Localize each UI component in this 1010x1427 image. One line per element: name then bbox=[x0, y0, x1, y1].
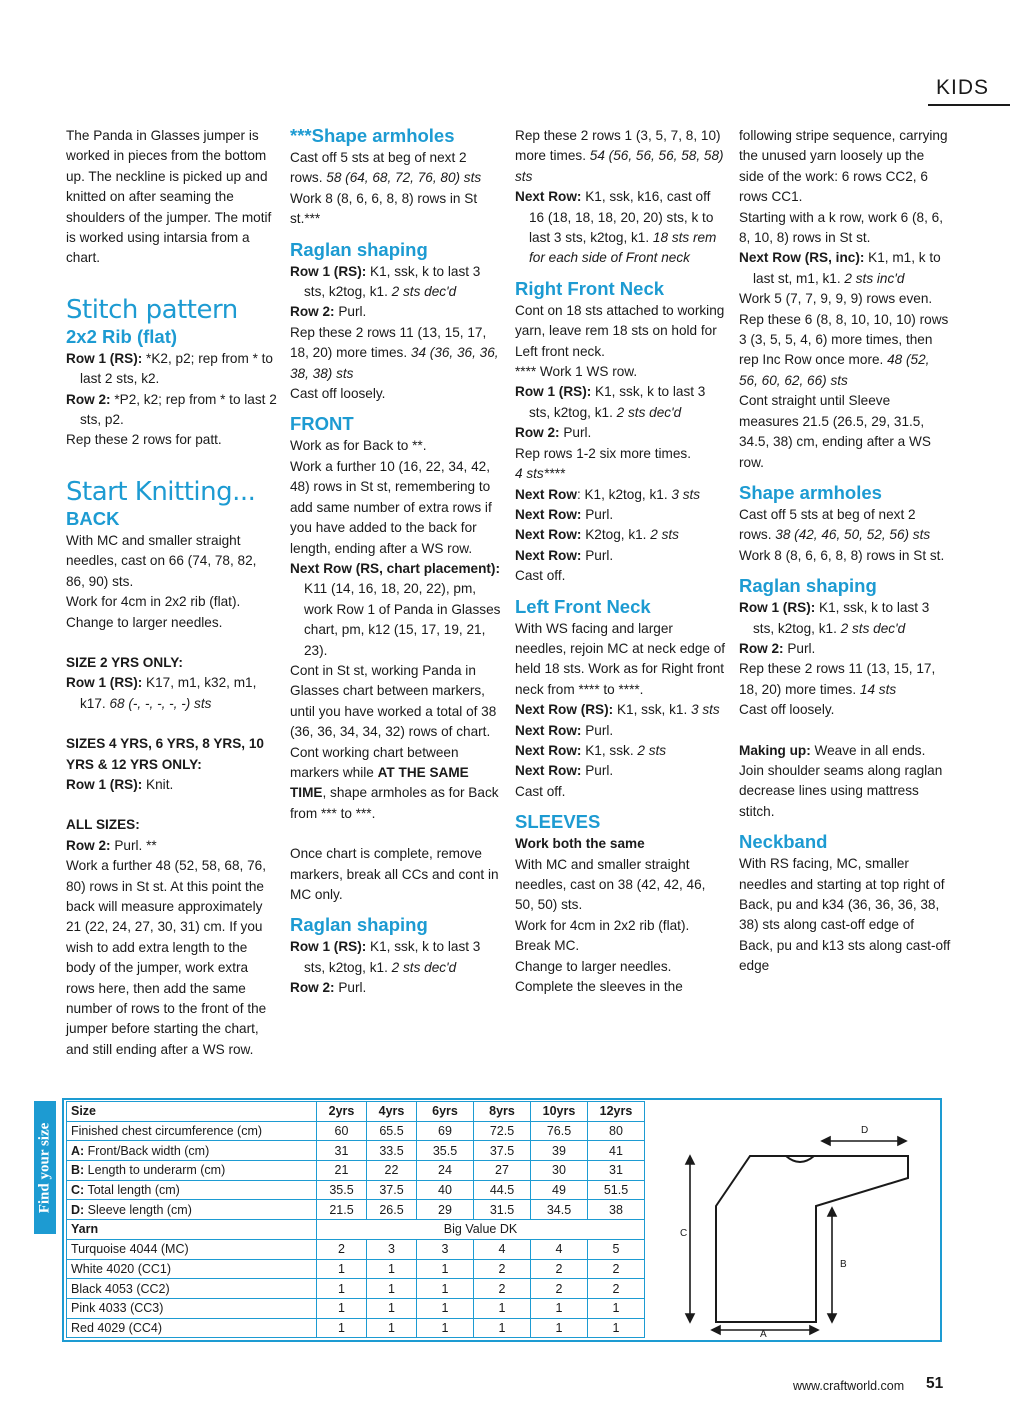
rfn-next-1 bbox=[515, 485, 727, 505]
row-label: Next Row: bbox=[515, 506, 582, 522]
raglan-heading: Raglan shaping bbox=[290, 238, 428, 260]
yarn-name: White 4020 (CC1) bbox=[67, 1259, 317, 1279]
page-number: 51 bbox=[926, 1375, 944, 1392]
lfn-next-4 bbox=[515, 761, 727, 781]
rib-heading: 2x2 Rib (flat) bbox=[66, 325, 178, 347]
measurement-row bbox=[67, 1141, 645, 1161]
armhole-rows: Work 8 (8, 6, 6, 8, 8) rows in St st.*** bbox=[290, 190, 478, 227]
row-text: K1, m1, k to last st, m1, k1. bbox=[753, 250, 941, 286]
yarn-name: Red 4029 (CC4) bbox=[67, 1318, 317, 1338]
shape-armholes-heading: ***Shape armholes bbox=[290, 125, 455, 146]
other-sizes-row bbox=[66, 775, 278, 795]
row-text: K1, ssk, k to last 3 sts, k2tog, k1. bbox=[304, 263, 481, 300]
row-text: Knit. bbox=[142, 776, 174, 792]
measurement-name: Finished chest circumference (cm) bbox=[71, 1124, 263, 1139]
sleeve-raglan-repeat bbox=[739, 659, 951, 700]
yarn-quantity: 1 bbox=[367, 1259, 417, 1279]
measurement-label bbox=[67, 1180, 317, 1200]
back-cast-on: With MC and smaller straight needles, cast on 66 (74, 78, 82, 86, 90) sts. bbox=[66, 532, 257, 589]
measurement-key: B: bbox=[71, 1163, 85, 1178]
all-sizes-heading: ALL SIZES: bbox=[66, 817, 140, 833]
text: Rep these 6 (8, 8, 10, 10, 10) rows 3 (3, 5, 5, 4, 6) more times, then rep Inc Row once more. bbox=[739, 311, 949, 368]
row-text: K1, ssk, k to last 3 sts, k2tog, k1. bbox=[753, 600, 930, 636]
front-heading: FRONT bbox=[290, 413, 354, 435]
measurement-value: 65.5 bbox=[367, 1121, 417, 1141]
measurement-value: 44.5 bbox=[474, 1180, 531, 1200]
row-text: Purl. bbox=[581, 506, 614, 522]
row-label: Row 2: bbox=[66, 837, 111, 853]
stitch-count: 58 (64, 68, 72, 76, 80) sts bbox=[326, 170, 482, 186]
yarn-quantity: 1 bbox=[367, 1298, 417, 1318]
yarn-quantity: 1 bbox=[474, 1318, 531, 1338]
measurement-value: 80 bbox=[588, 1121, 645, 1141]
stitch-count: 48 (52, 56, 60, 62, 66) sts bbox=[739, 352, 930, 388]
yarn-quantity: 1 bbox=[588, 1298, 645, 1318]
rfn-next-4 bbox=[515, 546, 727, 566]
row-text: Purl. bbox=[581, 547, 614, 563]
row-text: Purl. bbox=[581, 763, 614, 779]
front-text-5: Once chart is complete, remove markers, break all CCs and cont in MC only. bbox=[290, 846, 499, 902]
yarn-row bbox=[67, 1298, 645, 1318]
measurement-value: 69 bbox=[417, 1121, 474, 1141]
yarn-header-row bbox=[67, 1220, 645, 1240]
measurement-value: 21.5 bbox=[317, 1200, 367, 1220]
yarn-name: Turquoise 4044 (MC) bbox=[67, 1239, 317, 1259]
text: Cont working chart between markers while bbox=[290, 744, 459, 780]
sleeve-armhole-cast bbox=[739, 505, 951, 546]
sleeves-subheading: Work both the same bbox=[515, 836, 645, 852]
sleeve-raglan-row-1 bbox=[739, 598, 951, 639]
right-front-neck-heading: Right Front Neck bbox=[515, 277, 665, 299]
measurement-value: 21 bbox=[317, 1161, 367, 1181]
rib-repeat: Rep these 2 rows for patt. bbox=[66, 432, 222, 448]
size-header-cell: 4yrs bbox=[367, 1102, 417, 1122]
measurement-value: 60 bbox=[317, 1121, 367, 1141]
size-header-cell: 12yrs bbox=[588, 1102, 645, 1122]
yarn-quantity: 1 bbox=[317, 1318, 367, 1338]
size-header-cell: 6yrs bbox=[417, 1102, 474, 1122]
garment-diagram bbox=[676, 1118, 936, 1340]
row-text: K2tog, k1. bbox=[581, 527, 651, 543]
rfn-stitch-count: 4 sts**** bbox=[515, 466, 565, 482]
row-label: Next Row: bbox=[515, 547, 582, 563]
rfn-text-2: **** Work 1 WS row. bbox=[515, 364, 638, 380]
yarn-quantity: 4 bbox=[474, 1239, 531, 1259]
even-rows: Work 5 (7, 7, 9, 9, 9) rows even. bbox=[739, 291, 933, 307]
row-label: Next Row: bbox=[515, 189, 582, 205]
row-label: Row 2: bbox=[290, 980, 335, 996]
measurement-row bbox=[67, 1121, 645, 1141]
back-needles: Change to larger needles. bbox=[66, 614, 223, 630]
back-length-text: Work a further 48 (52, 58, 68, 76, 80) rows in St st. At this point the back will measure approximately 21 (22, 24, 27, 30, 31) cm. If you wish to add extra length to the body of the jumper, work extra rows here, then add the same number of rows to the front of the jumper before starting the chart, and still ending after a WS row. bbox=[66, 858, 267, 1057]
label-d: D bbox=[861, 1125, 869, 1136]
column-3 bbox=[515, 126, 727, 997]
row-label: Row 2: bbox=[290, 304, 335, 320]
row-label: Row 1 (RS): bbox=[66, 675, 143, 691]
measurement-value: 37.5 bbox=[367, 1180, 417, 1200]
stitch-count: 3 sts bbox=[671, 486, 701, 502]
column-2 bbox=[290, 126, 502, 999]
row-text: Purl. bbox=[334, 304, 367, 320]
sleeves-heading: SLEEVES bbox=[515, 811, 601, 833]
intro-text: The Panda in Glasses jumper is worked in pieces from the bottom up. The neckline is picked up and knitted on after seaming the shoulders of the jumper. The motif is worked using intarsia from a chart. bbox=[66, 128, 272, 266]
yarn-quantity: 1 bbox=[417, 1318, 474, 1338]
measurement-value: 31 bbox=[317, 1141, 367, 1161]
text: Cast off 5 sts at beg of next 2 rows. bbox=[739, 506, 916, 543]
section-rule bbox=[928, 104, 1010, 106]
row-label: Row 1 (RS): bbox=[290, 939, 367, 955]
text: Cast off 5 sts at beg of next 2 rows. bbox=[290, 150, 467, 186]
neckband-heading: Neckband bbox=[739, 831, 828, 853]
sleeve-st-rows: Starting with a k row, work 6 (8, 6, 8, 10, 8) rows in St st. bbox=[739, 209, 943, 246]
row-label: Next Row: bbox=[515, 742, 582, 758]
yarn-quantity: 1 bbox=[417, 1298, 474, 1318]
raglan2-row-1 bbox=[290, 937, 502, 978]
sleeves-text-3: Break MC. bbox=[515, 938, 580, 954]
yarn-quantity: 1 bbox=[531, 1318, 588, 1338]
measurement-value: 38 bbox=[588, 1200, 645, 1220]
row-text: *P2, k2; rep from * to last 2 sts, p2. bbox=[80, 391, 277, 428]
garment-outline bbox=[716, 1156, 908, 1322]
row-text: K17, m1, k32, m1, k17. bbox=[80, 675, 257, 711]
row-text: : K1, k2tog, k1. bbox=[576, 486, 672, 502]
yarn-quantity: 4 bbox=[531, 1239, 588, 1259]
measurement-value: 37.5 bbox=[474, 1141, 531, 1161]
measurement-value: 39 bbox=[531, 1141, 588, 1161]
label-a: A bbox=[760, 1329, 767, 1340]
measurement-value: 30 bbox=[531, 1161, 588, 1181]
yarn-quantity: 5 bbox=[588, 1239, 645, 1259]
measurement-value: 29 bbox=[417, 1200, 474, 1220]
size-table bbox=[66, 1101, 645, 1338]
size-header-cell: 2yrs bbox=[317, 1102, 367, 1122]
row-label: Row 2: bbox=[66, 391, 111, 407]
rfn-row-1 bbox=[515, 382, 727, 423]
yarn-quantity: 2 bbox=[317, 1239, 367, 1259]
row-label: Next Row (RS, chart placement): bbox=[290, 560, 500, 576]
front-text-3: Cont in St st, working Panda in Glasses chart between markers, until you have worked a total of 38 (36, 36, 34, 34, 32) rows of chart. bbox=[290, 662, 497, 740]
row-text: *K2, p2; rep from * to last 2 sts, k2. bbox=[80, 350, 273, 387]
measurement-row bbox=[67, 1180, 645, 1200]
measurement-value: 49 bbox=[531, 1180, 588, 1200]
stitch-count: 2 sts dec'd bbox=[391, 959, 457, 975]
stitch-count: 2 sts dec'd bbox=[391, 284, 457, 300]
stitch-count: 34 (36, 36, 36, 38, 38) sts bbox=[290, 345, 499, 381]
yarn-brand: Big Value DK bbox=[317, 1220, 645, 1240]
stitch-pattern-heading: Stitch pattern bbox=[66, 294, 238, 325]
measurement-key: A: bbox=[71, 1143, 85, 1158]
row-text: Purl. ** bbox=[110, 837, 157, 853]
yarn-quantity: 1 bbox=[588, 1318, 645, 1338]
yarn-quantity: 2 bbox=[588, 1279, 645, 1299]
row-text: K1, ssk, k to last 3 sts, k2tog, k1. bbox=[304, 939, 481, 975]
measurement-value: 76.5 bbox=[531, 1121, 588, 1141]
yarn-quantity: 2 bbox=[531, 1259, 588, 1279]
inc-row bbox=[739, 248, 951, 289]
raglan2-row-2 bbox=[290, 978, 502, 998]
row-text: Purl. bbox=[334, 980, 367, 996]
lfn-cast-off: Cast off. bbox=[515, 783, 566, 799]
sleeve-raglan-row-2 bbox=[739, 639, 951, 659]
find-your-size-tab bbox=[34, 1101, 56, 1234]
raglan-cast-off: Cast off loosely. bbox=[290, 386, 386, 402]
measurement-value: 22 bbox=[367, 1161, 417, 1181]
front-text-2: Work a further 10 (16, 22, 34, 42, 48) rows in St st, remembering to add same number of extra rows if you have added to the back for length, ending after a WS row. bbox=[290, 458, 492, 556]
yarn-quantity: 2 bbox=[474, 1259, 531, 1279]
column-1 bbox=[66, 126, 278, 1060]
measurement-label bbox=[67, 1161, 317, 1181]
text: Rep these 2 rows 1 (3, 5, 7, 8, 10) more times. bbox=[515, 128, 721, 164]
row-label: Next Row (RS, inc): bbox=[739, 250, 865, 266]
measurement-name: Front/Back width (cm) bbox=[84, 1143, 210, 1158]
yarn-quantity: 1 bbox=[417, 1279, 474, 1299]
measurement-name: Total length (cm) bbox=[84, 1183, 180, 1198]
raglan-repeat bbox=[290, 323, 502, 384]
find-your-size-label: Find your size bbox=[36, 1122, 53, 1213]
row-text: K1, ssk. bbox=[581, 742, 638, 758]
sleeves-text-2: Work for 4cm in 2x2 rib (flat). bbox=[515, 917, 690, 933]
measurement-value: 41 bbox=[588, 1141, 645, 1161]
raglan-row-2 bbox=[290, 302, 502, 322]
stitch-count: 18 sts rem for each side of Front neck bbox=[529, 230, 717, 266]
repeat-rows bbox=[515, 126, 727, 187]
size-2-row bbox=[66, 673, 278, 714]
yarn-quantity: 2 bbox=[588, 1259, 645, 1279]
yarn-quantity: 1 bbox=[474, 1298, 531, 1318]
sleeves-text-1: With MC and smaller straight needles, cast on 38 (42, 42, 46, 50, 50) sts. bbox=[515, 856, 706, 913]
left-front-neck-heading: Left Front Neck bbox=[515, 595, 651, 617]
other-sizes-heading: SIZES 4 YRS, 6 YRS, 8 YRS, 10 YRS & 12 YRS ONLY: bbox=[66, 736, 264, 772]
yarn-quantity: 3 bbox=[367, 1239, 417, 1259]
row-label: Next Row (RS): bbox=[515, 702, 614, 718]
label-b: B bbox=[840, 1259, 847, 1270]
row-text: Purl. bbox=[783, 640, 816, 656]
yarn-quantity: 1 bbox=[367, 1279, 417, 1299]
sleeves-text-5: Complete the sleeves in the bbox=[515, 979, 683, 995]
lfn-next-3 bbox=[515, 741, 727, 761]
all-sizes-row bbox=[66, 836, 278, 856]
rfn-next-3 bbox=[515, 525, 727, 545]
making-up-text: Weave in all ends. Join shoulder seams along raglan decrease lines using mattress stitch. bbox=[739, 742, 943, 819]
row-label: Row 2: bbox=[515, 425, 560, 441]
rib-row-2 bbox=[66, 390, 278, 431]
yarn-label: Yarn bbox=[67, 1220, 317, 1240]
measurement-key: C: bbox=[71, 1183, 85, 1198]
yarn-name: Pink 4033 (CC3) bbox=[67, 1298, 317, 1318]
raglan-row-1 bbox=[290, 262, 502, 303]
chart-placement-row bbox=[290, 559, 502, 661]
row-text: K1, ssk, k to last 3 sts, k2tog, k1. bbox=[529, 384, 706, 420]
lfn-text-1: With WS facing and larger needles, rejoin MC at neck edge of held 18 sts. Work as for Right front neck from **** to ****. bbox=[515, 620, 726, 697]
size-header-cell: 10yrs bbox=[531, 1102, 588, 1122]
label-c: C bbox=[680, 1228, 688, 1239]
rfn-row-2 bbox=[515, 423, 727, 443]
size-header-row bbox=[67, 1102, 645, 1122]
stitch-count: 54 (56, 56, 56, 58, 58) sts bbox=[515, 148, 724, 184]
row-label: Next Row: bbox=[515, 722, 582, 738]
measurement-value: 24 bbox=[417, 1161, 474, 1181]
yarn-quantity: 1 bbox=[367, 1318, 417, 1338]
row-text: K1, ssk, k16, cast off 16 (18, 18, 18, 20, 20) sts, k to last 3 sts, k2tog, k1. bbox=[529, 189, 714, 246]
measurement-label bbox=[67, 1141, 317, 1161]
size-2-heading: SIZE 2 YRS ONLY: bbox=[66, 654, 183, 670]
yarn-name: Black 4053 (CC2) bbox=[67, 1279, 317, 1299]
neck-split-row bbox=[515, 187, 727, 269]
row-label: Row 1 (RS): bbox=[739, 600, 816, 616]
measurement-value: 51.5 bbox=[588, 1180, 645, 1200]
sleeves-text-4: Change to larger needles. bbox=[515, 958, 672, 974]
section-label: KIDS bbox=[936, 76, 990, 99]
making-up-label: Making up: bbox=[739, 742, 811, 758]
emphasis: AT THE SAME TIME bbox=[290, 764, 469, 801]
lfn-next-2 bbox=[515, 721, 727, 741]
stitch-count: 3 sts bbox=[691, 702, 720, 718]
raglan-heading-2: Raglan shaping bbox=[290, 914, 428, 936]
row-label: Row 1 (RS): bbox=[515, 384, 592, 400]
measurement-name: Length to underarm (cm) bbox=[84, 1163, 226, 1178]
yarn-row bbox=[67, 1259, 645, 1279]
sleeve-cast-off: Cast off loosely. bbox=[739, 702, 835, 718]
rfn-text-1: Cont on 18 sts attached to working yarn, leave rem 18 sts on hold for Left front neck. bbox=[515, 302, 725, 359]
measurement-key: D: bbox=[71, 1202, 85, 1217]
column-4 bbox=[739, 126, 951, 977]
row-text: K1, ssk, k1. bbox=[613, 702, 691, 718]
yarn-row bbox=[67, 1279, 645, 1299]
back-heading: BACK bbox=[66, 507, 120, 529]
yarn-quantity: 3 bbox=[417, 1239, 474, 1259]
front-text-4 bbox=[290, 743, 502, 825]
sleeve-armholes-heading: Shape armholes bbox=[739, 481, 882, 503]
size-header-cell: 8yrs bbox=[474, 1102, 531, 1122]
making-up bbox=[739, 741, 951, 823]
stitch-count: 2 sts dec'd bbox=[840, 620, 906, 636]
row-text: Purl. bbox=[581, 722, 614, 738]
sleeve-armhole-rows: Work 8 (8, 6, 6, 8, 8) rows in St st. bbox=[739, 547, 945, 563]
yarn-quantity: 1 bbox=[317, 1298, 367, 1318]
row-label: Row 1 (RS): bbox=[66, 776, 143, 792]
yarn-quantity: 1 bbox=[531, 1298, 588, 1318]
measurement-name: Sleeve length (cm) bbox=[84, 1202, 192, 1217]
start-knitting-heading: Start Knitting... bbox=[66, 476, 256, 507]
repeat-inc bbox=[739, 310, 951, 392]
measurement-value: 33.5 bbox=[367, 1141, 417, 1161]
front-text-1: Work as for Back to **. bbox=[290, 438, 427, 454]
yarn-row bbox=[67, 1239, 645, 1259]
measurement-value: 72.5 bbox=[474, 1121, 531, 1141]
stitch-count: 68 (-, -, -, -, -) sts bbox=[109, 695, 212, 711]
rfn-cast-off: Cast off. bbox=[515, 568, 566, 584]
stripe-text: following stripe sequence, carrying the unused yarn loosely up the side of the work: 6 rows CC2, 6 rows CC1. bbox=[739, 128, 948, 205]
lfn-next-1 bbox=[515, 700, 727, 720]
text: Rep these 2 rows 11 (13, 15, 17, 18, 20) more times. bbox=[739, 661, 936, 697]
yarn-quantity: 2 bbox=[531, 1279, 588, 1299]
measurement-value: 34.5 bbox=[531, 1200, 588, 1220]
row-label: Row 1 (RS): bbox=[290, 263, 367, 279]
row-label: Row 2: bbox=[739, 640, 784, 656]
stitch-count: 2 sts bbox=[650, 527, 679, 543]
back-rib: Work for 4cm in 2x2 rib (flat). bbox=[66, 594, 241, 610]
row-label: Next Row: bbox=[515, 527, 582, 543]
measurement-row bbox=[67, 1200, 645, 1220]
stitch-count: 2 sts bbox=[637, 742, 667, 758]
row-text: Purl. bbox=[559, 425, 592, 441]
measurement-label bbox=[67, 1121, 317, 1141]
row-label: Row 1 (RS): bbox=[66, 350, 143, 366]
stitch-count: 14 sts bbox=[859, 681, 897, 697]
measurement-value: 40 bbox=[417, 1180, 474, 1200]
measurement-value: 27 bbox=[474, 1161, 531, 1181]
neckband-text: With RS facing, MC, smaller needles and starting at top right of Back, pu and k34 (36, 36, 36, 38, 38) sts along cast-off edge of Back, pu and k13 sts along cast-off edge bbox=[739, 856, 951, 974]
rib-row-1 bbox=[66, 349, 278, 390]
measurement-value: 26.5 bbox=[367, 1200, 417, 1220]
sleeve-raglan-heading: Raglan shaping bbox=[739, 575, 877, 597]
yarn-row bbox=[67, 1318, 645, 1338]
row-text: K11 (14, 16, 18, 20, 22), pm, work Row 1 of Panda in Glasses chart, pm, k12 (15, 17, 19, 21, 23). bbox=[304, 581, 501, 658]
measurement-value: 35.5 bbox=[317, 1180, 367, 1200]
yarn-quantity: 1 bbox=[317, 1259, 367, 1279]
measurement-value: 35.5 bbox=[417, 1141, 474, 1161]
yarn-quantity: 1 bbox=[417, 1259, 474, 1279]
row-label: Next Row: bbox=[515, 763, 582, 779]
row-label: Next Row bbox=[515, 486, 577, 502]
stitch-count: 2 sts dec'd bbox=[616, 404, 682, 420]
website-url: www.craftworld.com bbox=[793, 1379, 905, 1393]
sleeve-length-text: Cont straight until Sleeve measures 21.5 (26.5, 29, 31.5, 34.5, 38) cm, ending after a WS row. bbox=[739, 393, 931, 470]
measurement-value: 31.5 bbox=[474, 1200, 531, 1220]
text: , shape armholes as for Back from *** to ***. bbox=[290, 785, 499, 821]
rfn-next-2 bbox=[515, 505, 727, 525]
yarn-quantity: 2 bbox=[474, 1279, 531, 1299]
size-header-label: Size bbox=[67, 1102, 317, 1122]
stitch-count: 2 sts inc'd bbox=[844, 270, 905, 286]
measurement-label bbox=[67, 1200, 317, 1220]
stitch-count: 38 (42, 46, 50, 52, 56) sts bbox=[775, 527, 931, 543]
yarn-quantity: 1 bbox=[317, 1279, 367, 1299]
armhole-cast-off bbox=[290, 148, 502, 189]
measurement-row bbox=[67, 1161, 645, 1181]
measurement-value: 31 bbox=[588, 1161, 645, 1181]
rfn-text-3: Rep rows 1-2 six more times. bbox=[515, 445, 692, 461]
text: Rep these 2 rows 11 (13, 15, 17, 18, 20) more times. bbox=[290, 324, 487, 361]
